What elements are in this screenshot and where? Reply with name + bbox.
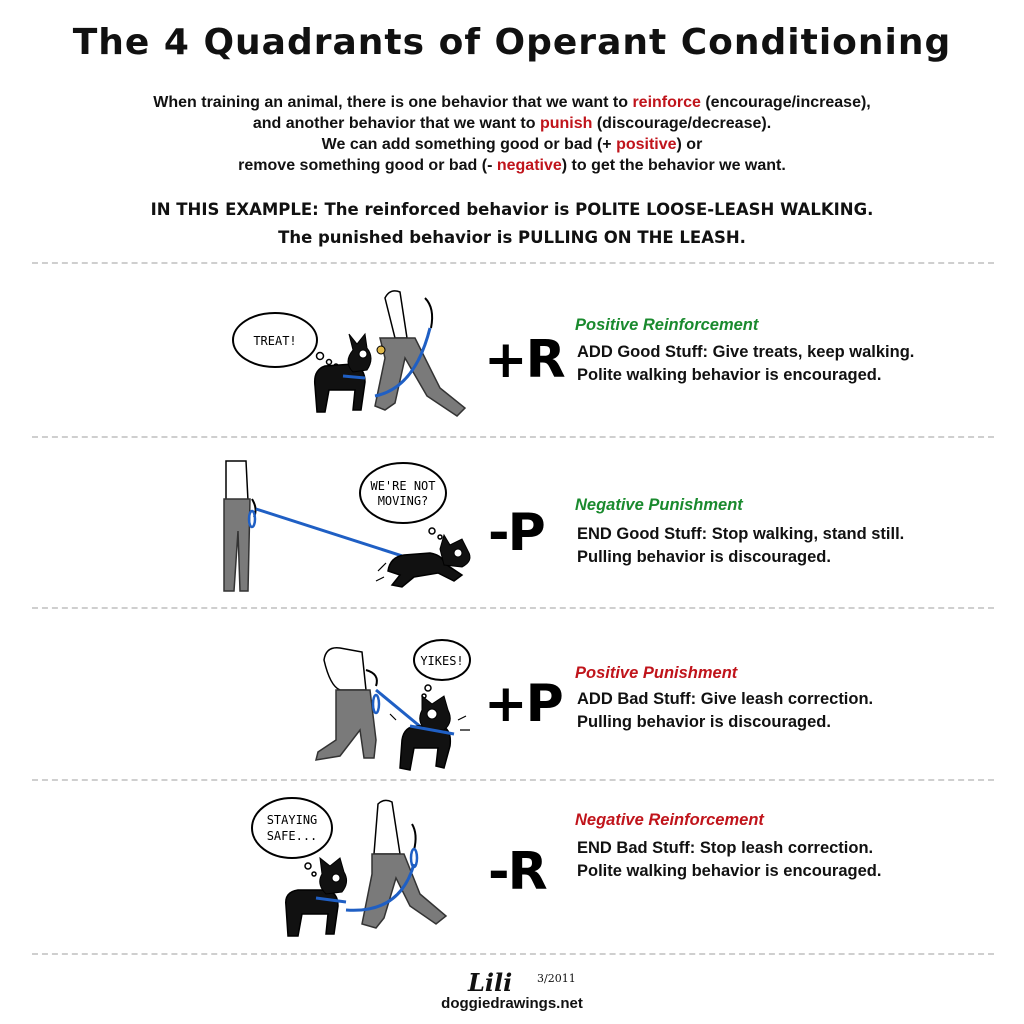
example-text: [0, 196, 1024, 252]
quadrant-description-line: Polite walking behavior is encouraged.: [577, 862, 882, 880]
quadrant-negative-punishment: [0, 441, 1024, 611]
example-line-2: The punished behavior is PULLING ON THE LEASH.: [278, 228, 746, 247]
quadrant-description: [577, 837, 881, 883]
quadrant-symbol: +P: [484, 674, 562, 734]
speech-bubble-text: WE'RE NOT: [370, 479, 436, 493]
intro-text: [0, 92, 1024, 176]
quadrant-symbol: -R: [488, 842, 546, 902]
divider: [32, 262, 994, 264]
leash-correction-illustration: [310, 630, 485, 780]
standing-still-illustration: [218, 451, 478, 601]
website-credit: doggiedrawings.net: [441, 995, 583, 1012]
intro-line-4: remove something good or bad (- negative) to get the behavior we want.: [238, 157, 786, 174]
intro-line-3: We can add something good or bad (+ positive) or: [321, 136, 703, 153]
quadrant-description-line: Pulling behavior is discouraged.: [577, 713, 831, 731]
intro-line-2: and another behavior that we want to punish (discourage/decrease).: [252, 115, 772, 132]
quadrant-symbol: -P: [488, 503, 544, 563]
speech-bubble-text: STAYING: [266, 813, 318, 827]
quadrant-title: Negative Punishment: [575, 496, 743, 514]
page-title: The 4 Quadrants of Operant Conditioning: [72, 22, 952, 63]
quadrant-description-line: ADD Good Stuff: Give treats, keep walking.: [577, 343, 915, 361]
walking-treat-illustration: [225, 278, 475, 428]
quadrant-description-line: END Good Stuff: Stop walking, stand still.: [577, 525, 905, 543]
quadrant-description: [577, 523, 904, 569]
quadrant-description-line: Pulling behavior is discouraged.: [577, 548, 831, 566]
quadrant-title: Positive Reinforcement: [575, 316, 759, 334]
example-line-1: IN THIS EXAMPLE: The reinforced behavior is POLITE LOOSE-LEASH WALKING.: [150, 200, 874, 219]
quadrant-symbol: +R: [484, 330, 564, 390]
speech-bubble-text: SAFE...: [266, 829, 318, 843]
quadrant-negative-reinforcement: [0, 784, 1024, 954]
quadrant-title: Negative Reinforcement: [575, 811, 764, 829]
quadrant-positive-reinforcement: [0, 268, 1024, 438]
speech-bubble-text: TREAT!: [253, 334, 297, 348]
artist-signature: Lili: [468, 968, 513, 997]
quadrant-positive-punishment: [0, 612, 1024, 782]
quadrant-description: [577, 341, 914, 387]
quadrant-title: Positive Punishment: [575, 664, 738, 682]
quadrant-description-line: ADD Bad Stuff: Give leash correction.: [577, 690, 874, 708]
walking-safe-illustration: [250, 794, 470, 944]
quadrant-description-line: END Bad Stuff: Stop leash correction.: [577, 839, 874, 857]
intro-line-1: When training an animal, there is one behavior that we want to reinforce (encourage/increase),: [153, 94, 871, 111]
signature-date: 3/2011: [537, 972, 576, 985]
speech-bubble-text: YIKES!: [420, 654, 464, 668]
quadrant-description: [577, 688, 873, 734]
speech-bubble-text: MOVING?: [377, 494, 429, 508]
quadrant-description-line: Polite walking behavior is encouraged.: [577, 366, 882, 384]
